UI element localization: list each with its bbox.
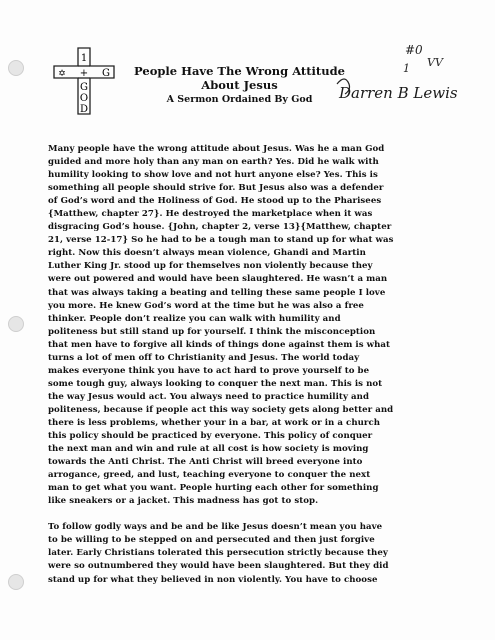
cross-logo-icon xyxy=(48,44,120,116)
text-line: towards the Anti Christ. The Anti Christ will breed everyone into xyxy=(48,457,363,468)
sermon-body xyxy=(48,143,453,587)
text-line: disgracing God’s house. {John, chapter 2, verse 13}{Matthew, chapter xyxy=(48,222,392,233)
text-line: {Matthew, chapter 27}. He destroyed the marketplace when it was xyxy=(48,209,373,220)
text-line: some tough guy, always looking to conquer the next man. This is not xyxy=(48,378,383,389)
star-of-david-icon: ✡ xyxy=(58,69,66,79)
text-line: you more. He knew God’s word at the time but he was also a free xyxy=(48,300,364,311)
text-line: Many people have the wrong attitude about Jesus. Was he a man God xyxy=(48,144,385,154)
text-line: To follow godly ways and be and be like Jesus doesn’t mean you have xyxy=(48,522,383,533)
text-line: the next man and win and rule at all cost is how society is moving xyxy=(48,444,369,455)
text-line: right. Now this doesn’t always mean violence, Ghandi and Martin xyxy=(48,248,366,259)
verse-handwritten: 1 xyxy=(403,62,410,75)
text-line: something all people should strive for. But Jesus also was a defender xyxy=(48,183,384,194)
text-line: stand up for what they believed in non violently. You have to choose xyxy=(48,574,378,585)
binder-hole xyxy=(8,316,24,332)
text-line: politeness, because if people act this way society gets along better and xyxy=(48,404,394,415)
document-header xyxy=(112,64,367,106)
logo-letter: D xyxy=(79,104,89,115)
text-line: this policy should be practiced by everyone. This policy of conquer xyxy=(48,431,373,442)
text-line: Luther King Jr. stood up for themselves non violently because they xyxy=(48,261,373,272)
text-line: the way Jesus would act. You always need to practice humility and xyxy=(48,391,370,402)
text-line: to be willing to be stepped on and persecuted and then just forgive xyxy=(48,535,375,546)
text-line: turns a lot of men off to Christianity and Jesus. The world today xyxy=(48,352,360,363)
text-line: 21, verse 12-17} So he had to be a tough man to stand up for what was xyxy=(48,235,394,246)
binder-hole xyxy=(8,574,24,590)
text-line: like sneakers or a jacket. This madness has got to stop. xyxy=(48,496,319,507)
text-line: guided and more holy than any man on earth? Yes. Did he walk with xyxy=(48,157,379,168)
page-number-handwritten: #0 xyxy=(405,43,423,57)
page-title-line-2: About Jesus xyxy=(201,78,278,92)
text-line: were out powered and would have been slaughtered. He wasn’t a man xyxy=(48,274,388,285)
text-line: arrogance, greed, and lust, teaching everyone to conquer the next xyxy=(48,470,371,481)
paragraph xyxy=(48,521,453,586)
logo-letter: 1 xyxy=(80,53,88,64)
text-line: thinker. People don’t realize you can walk with humility and xyxy=(48,313,341,324)
logo-letter: G xyxy=(102,68,110,79)
page-subtitle: A Sermon Ordained By God xyxy=(166,94,313,105)
text-line: there is less problems, whether your in a bar, at work or in a church xyxy=(48,417,381,428)
text-line: that was always taking a beating and telling these same people I love xyxy=(48,287,386,298)
signature-text: Darren B Lewis xyxy=(339,84,458,102)
text-line: of God’s word and the Holiness of God. He stood up to the Pharisees xyxy=(48,196,382,207)
initials-handwritten: VV xyxy=(427,56,443,69)
text-line: man to get what you want. People hurting each other for something xyxy=(48,483,379,494)
text-line: that men have to forgive all kinds of things done against them is what xyxy=(48,339,391,350)
logo-letter: O xyxy=(79,93,89,104)
text-line: later. Early Christians tolerated this persecution strictly because they xyxy=(48,548,388,559)
handwritten-signature xyxy=(335,40,485,110)
text-line: politeness but still stand up for yourself. I think the misconception xyxy=(48,326,376,337)
binder-hole xyxy=(8,60,24,76)
logo-center-mark: + xyxy=(79,68,89,79)
text-line: humility looking to show love and not hurt anyone else? Yes. This is xyxy=(48,170,378,181)
logo-letter: G xyxy=(80,82,88,93)
page-title: People Have The Wrong Attitude xyxy=(134,64,345,78)
text-line: makes everyone think you have to act hard to prove yourself to be xyxy=(48,365,370,376)
text-line: were so outnumbered they would have been slaughtered. But they did xyxy=(48,561,389,572)
paragraph xyxy=(48,143,453,508)
